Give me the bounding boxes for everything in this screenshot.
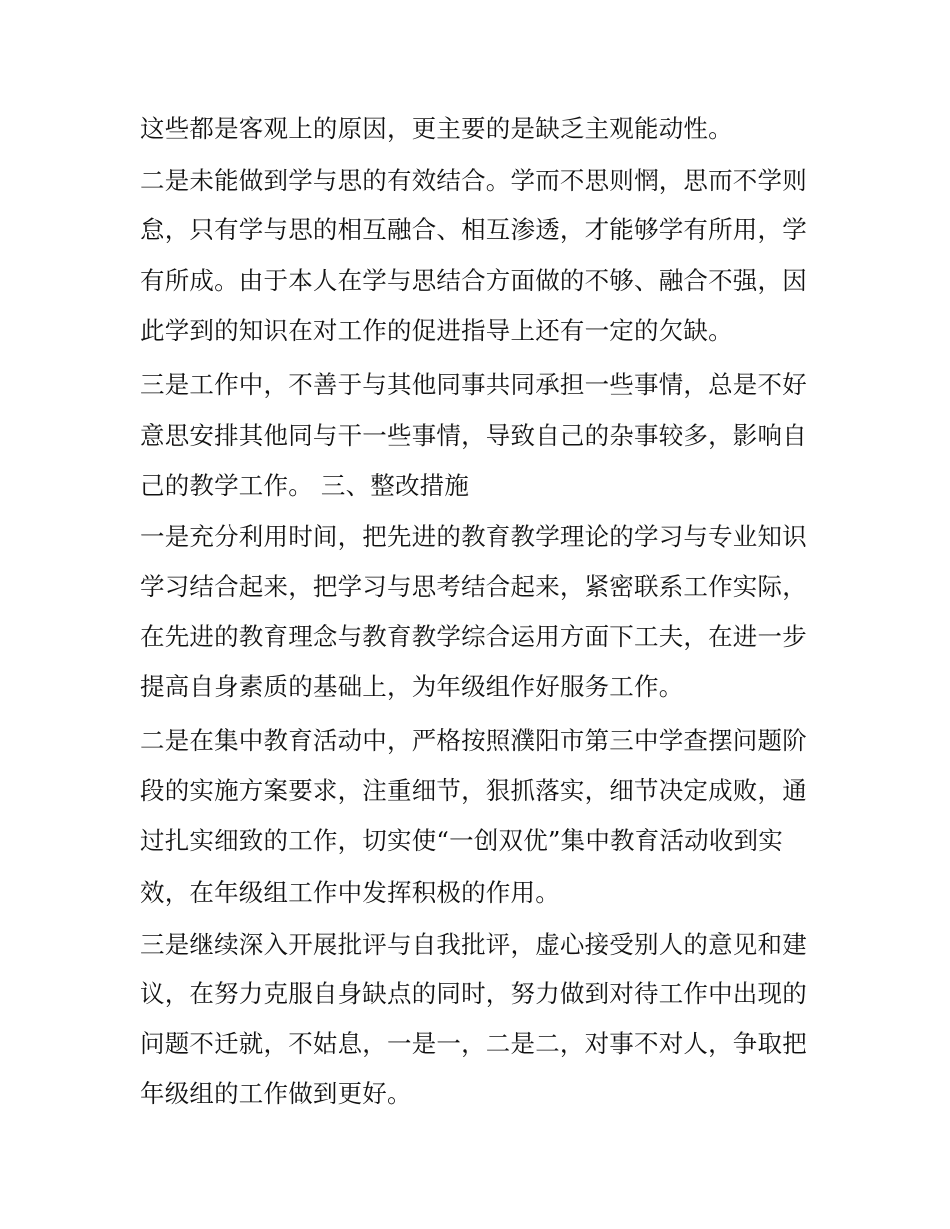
text-line-15: 过扎实细致的工作，切实使“一创双优”集中教育活动收到实 bbox=[140, 826, 783, 855]
text-line-13: 二是在集中教育活动中，严格按照濮阳市第三中学查摆问题阶 bbox=[140, 726, 807, 755]
text-line-2: 二是未能做到学与思的有效结合。学而不思则惘，思而不学则 bbox=[140, 166, 807, 195]
text-line-19: 问题不迁就，不姑息，一是一，二是二，对事不对人，争取把 bbox=[140, 1029, 807, 1058]
text-line-11: 在先进的教育理念与教育教学综合运用方面下工夫，在进一步 bbox=[140, 622, 807, 651]
text-line-9: 一是充分利用时间，把先进的教育教学理论的学习与专业知识 bbox=[140, 522, 807, 551]
text-line-14: 段的实施方案要求，注重细节，狠抓落实，细节决定成败，通 bbox=[140, 776, 807, 805]
text-line-20: 年级组的工作做到更好。 bbox=[140, 1079, 412, 1108]
text-line-18: 议，在努力克服自身缺点的同时，努力做到对待工作中出现的 bbox=[140, 979, 807, 1008]
text-line-12: 提高自身素质的基础上，为年级组作好服务工作。 bbox=[140, 672, 684, 701]
text-line-4: 有所成。由于本人在学与思结合方面做的不够、融合不强，因 bbox=[140, 266, 807, 295]
text-line-10: 学习结合起来，把学习与思考结合起来，紧密联系工作实际， bbox=[140, 572, 807, 601]
text-line-8: 己的教学工作。 三、整改措施 bbox=[140, 471, 470, 500]
text-line-7: 意思安排其他同与干一些事情，导致自己的杂事较多，影响自 bbox=[140, 421, 807, 450]
text-line-5: 此学到的知识在对工作的促进指导上还有一定的欠缺。 bbox=[140, 316, 733, 345]
text-line-6: 三是工作中，不善于与其他同事共同承担一些事情，总是不好 bbox=[140, 370, 807, 399]
text-line-16: 效，在年级组工作中发挥积极的作用。 bbox=[140, 878, 560, 907]
text-line-3: 怠，只有学与思的相互融合、相互渗透，才能够学有所用，学 bbox=[140, 215, 807, 244]
text-line-17: 三是继续深入开展批评与自我批评，虚心接受别人的意见和建 bbox=[140, 930, 807, 959]
text-line-1: 这些都是客观上的原因，更主要的是缺乏主观能动性。 bbox=[140, 114, 733, 143]
